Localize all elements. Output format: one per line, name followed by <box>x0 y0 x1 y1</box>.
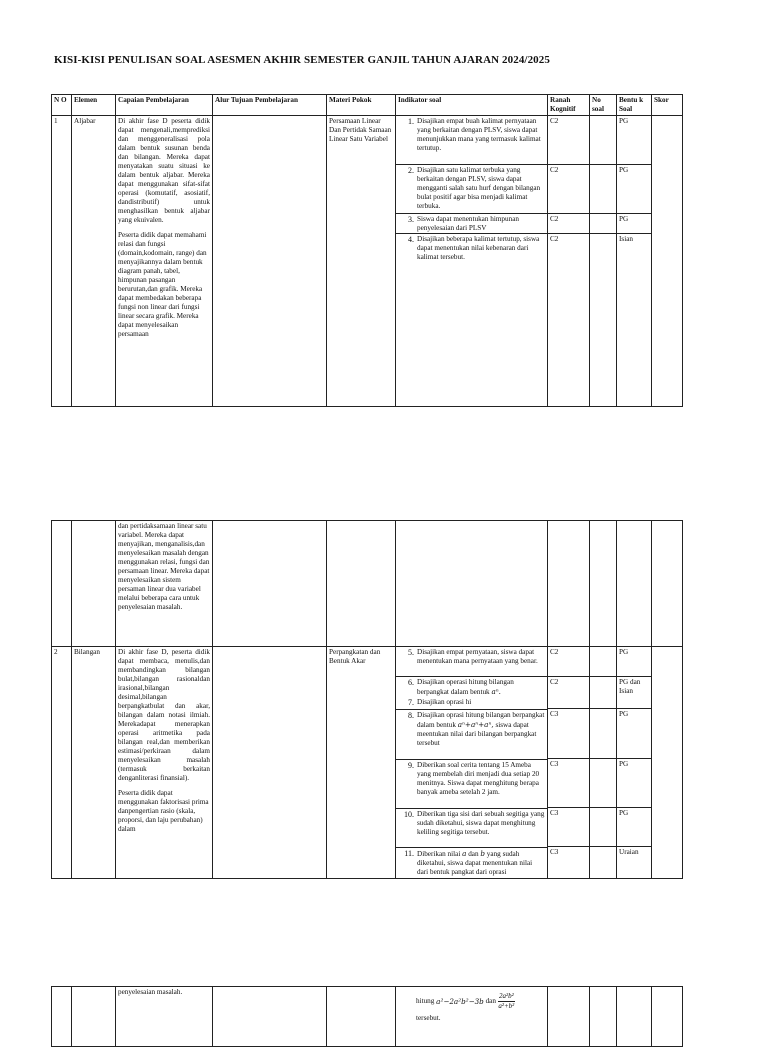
page-title: KISI-KISI PENULISAN SOAL ASESMEN AKHIR SEMESTER GANJIL TAHUN AJARAN 2024/2025 <box>54 54 550 66</box>
table-row-continued <box>52 521 683 647</box>
kisi-table-page-2 <box>51 520 683 879</box>
fraction: $\frac{\text{2a²b²}}{\text{a²+b²}}$ <box>498 991 515 1010</box>
header-materi: Materi Pokok <box>327 95 396 116</box>
indikator-item: 6. Disajikan operasi hitung bilangan berpangkat dalam bentuk aⁿ. <box>408 678 514 696</box>
table-row <box>52 647 683 879</box>
kisi-table-page-1 <box>51 94 683 407</box>
row-no: 1 <box>52 116 72 407</box>
row-capaian <box>116 647 213 879</box>
indikator-item: 3. Siswa dapat menentukan himpunan penyelesaian dari PLSV <box>396 214 547 234</box>
row-bentuk: PG PG dan Isian PG PG PG Uraian <box>617 647 652 879</box>
capaian-paragraph: Peserta didik dapat menggunakan faktorisasi prima danpengertian rasio (skala, proporsi, dan laju perubahan) dalam <box>118 789 209 833</box>
row-indikator: hitung a²−2a²b²−3b dan $\frac{\text{2a²b²}}{\text{a²+b²}}$ tersebut. <box>396 987 548 1047</box>
row-indikator <box>396 647 548 879</box>
row-elemen: Aljabar <box>72 116 116 407</box>
indikator-item: 7. Disajikan oprasi hi <box>396 697 547 710</box>
indikator-item: 11. Diberikan nilai a dan b yang sudah diketahui, siswa dapat menentukan nilai dari bentuk pangkat dari oprasi <box>404 849 533 876</box>
row-alur <box>213 116 327 407</box>
table-row <box>52 116 683 407</box>
indikator-item: 1. Disajikan empat buah kalimat pernyataan yang berkaitan dengan PLSV, siswa dapat menunjukkan mana yang termasuk kalimat tertutup. <box>396 116 547 165</box>
row-indikator <box>396 116 548 407</box>
header-nosoal: No soal <box>590 95 617 116</box>
kisi-table-page-3 <box>51 986 683 1047</box>
row-capaian: penyelesaian masalah. <box>116 987 213 1047</box>
row-capaian: dan pertidaksamaan linear satu variabel. Mereka dapat menyajikan, menganalisis,dan menyelesaikan masalah dengan menggunakan relasi, fungsi dan persamaan linear. Mereka dapat menyelesaikan sistem persaman linear dua variabel melalui beberapa cara untuk penyelesaian masalah. <box>116 521 213 647</box>
row-ranah: C2 C2 C2 C2 <box>548 116 590 407</box>
row-materi: Perpangkatan dan Bentuk Akar <box>327 647 396 879</box>
row-alur <box>213 647 327 879</box>
table-row-continued <box>52 987 683 1047</box>
header-skor: Skor <box>652 95 683 116</box>
row-elemen: Bilangan <box>72 647 116 879</box>
row-capaian <box>116 116 213 407</box>
capaian-paragraph: Di akhir fase D, peserta didik dapat membaca, menulis,dan membandingkan bilangan bulat,bilangan rasionaldan irasional,bilangan desimal,bilangan berpangkatbulat dan akar, bilangan dalam notasi ilmiah. Merekadapat menerapkan operasi aritmetika pada bilangan real,dan memberikan estimasi/perkiraan dalam menyelesaikan masalah (termasuk berkaitan denganliterasi finansial). <box>118 648 210 782</box>
row-skor <box>652 116 683 407</box>
indikator-item: 9. Diberikan soal cerita tentang 15 Ameba yang membelah diri menjadi dua setiap 20 menitnya. Siswa dapat menghitung berapa banyak ameba setelah 2 jam. <box>396 760 547 809</box>
header-ranah: Ranah Kognitif <box>548 95 590 116</box>
header-indikator: Indikator soal <box>396 95 548 116</box>
indikator-item: 4. Disajikan beberapa kalimat tertutup, siswa dapat menentukan nilai kebenaran dari kalimat tersebut. <box>408 235 540 261</box>
row-no: 2 <box>52 647 72 879</box>
row-nosoal <box>590 647 617 879</box>
header-elemen: Elemen <box>72 95 116 116</box>
row-bentuk: PG PG PG Isian <box>617 116 652 407</box>
header-capaian: Capaian Pembelajaran <box>116 95 213 116</box>
header-row <box>52 95 683 116</box>
indikator-item: 2. Disajikan satu kalimat terbuka yang berkaitan dengan PLSV, siswa dapat mengganti salah satu hurf dengan bilangan bulat positif agar bisa menjadi kalimat terbuka. <box>396 165 547 214</box>
row-skor <box>652 647 683 879</box>
header-alur: Alur Tujuan Pembelajaran <box>213 95 327 116</box>
indikator-item: 5. Disajikan empat pernyataan, siswa dapat menentukan mana pernyataan yang benar. <box>396 647 547 677</box>
row-ranah: C2 C2 C3 C3 C3 C3 <box>548 647 590 879</box>
row-nosoal <box>590 116 617 407</box>
indikator-item: 8. Disajikan oprasi hitung bilangan berpangkat dalam bentuk aⁿ+aⁿ+aⁿ, siswa dapat meentukan nilai dari bilangan berpangkat tersebut <box>396 710 547 760</box>
header-bentuk: Bentu k Soal <box>617 95 652 116</box>
capaian-paragraph: Peserta didik dapat memahami relasi dan fungsi (domain,kodomain, range) dan menyajikannya dalam bentuk diagram panah, tabel, himpunan pasangan berurutan,dan grafik. Mereka dapat membedakan beberapa fungsi non linear dari fungsi linear secara grafik. Mereka dapat menyelesaikan persamaan <box>118 231 207 338</box>
row-materi: Persamaan Linear Dan Pertidak Samaan Linear Satu Variabel <box>327 116 396 407</box>
header-no: N O <box>52 95 72 116</box>
indikator-item: 10. Diberikan tiga sisi dari sebuah segitiga yang sudah diketahui, siswa dapat menghitung keliling segitiga tersebut. <box>396 809 547 848</box>
capaian-paragraph: Di akhir fase D peserta didik dapat mengenali,memprediksi dan menggeneralisasi pola dalam bentuk susunan benda dan bilangan. Mereka dapat menyatakan suatu situasi ke dalam bentuk aljabar. Mereka dapat menggunakan sifat-sifat operasi (komutatif, asosiatif, dandistributif) untuk menghasilkan bentuk aljabar yang ekuivalen. <box>118 117 210 224</box>
